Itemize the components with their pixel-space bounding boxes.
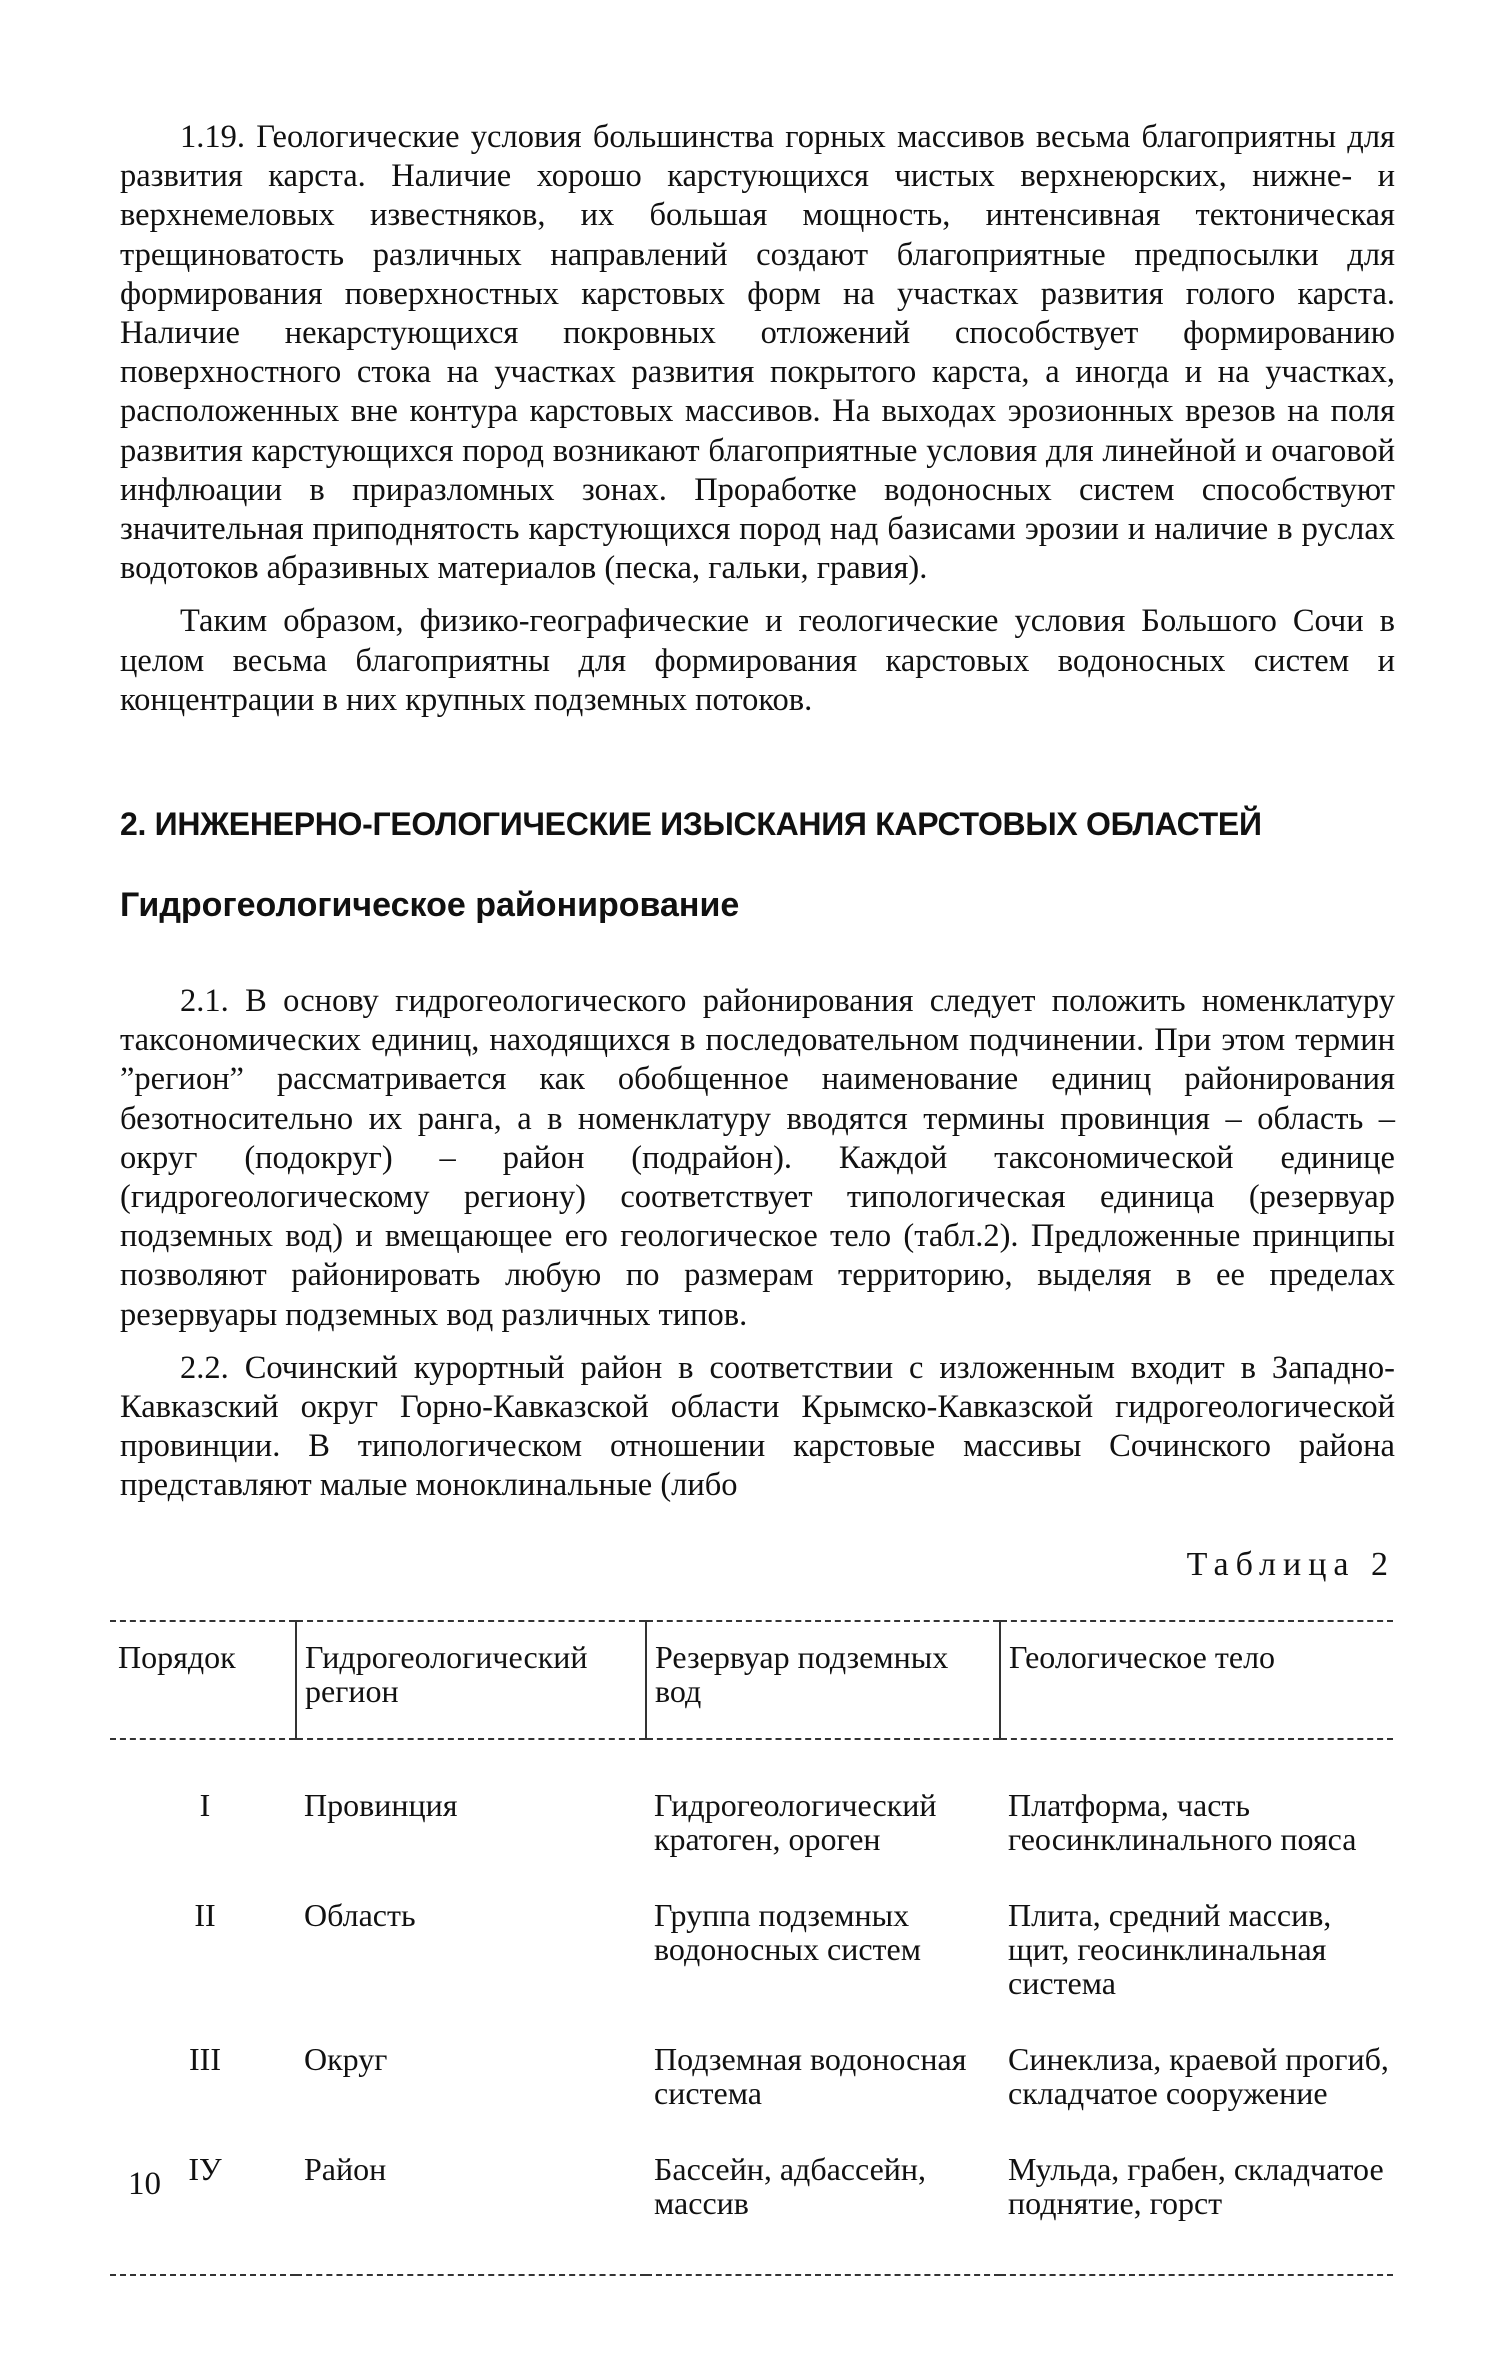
section-heading: 2. ИНЖЕНЕРНО-ГЕОЛОГИЧЕСКИЕ ИЗЫСКАНИЯ КАРСТОВЫХ ОБЛАСТЕЙ [120,806,1262,843]
cell-geo-body: Платформа, часть геосинклинального пояса [1008,1786,1357,1857]
paragraph-conclusion: Таким образом, физико-географические и геологические условия Большого Сочи в целом весьма благоприятны для формирования карстовых водоносных систем и концентрации в них крупных подземных потоков. [120,603,1395,718]
table-row [110,1739,1393,1856]
paragraph-2-1: 2.1. В основу гидрогеологического районирования следует положить номенклатуру таксономических единиц, находящихся в последовательном подчинении. При этом термин ”регион” рассматривается как обобщенное наименование единиц районирования безотносительно их ранга, а в номенклатуру вводятся термины провинция – область – округ (подокруг) – район (подрайон). Каждой таксономической единице (гидрогеологическому региону) соответствует типологическая единица (резервуар подземных вод) и вмещающее его геологическое тело (табл.2). Предложенные принципы позволяют районировать любую по размерам территорию, выделяя в ее пределах резервуары подземных вод различных типов. [120,983,1395,1333]
cell-geo-body: Плита, средний массив, щит, геосинклинальная система [1008,1896,1332,2001]
header-geo-body: Геологическое тело [1000,1621,1393,1739]
cell-region: Провинция [304,1786,458,1823]
cell-region: Округ [304,2040,388,2077]
cell-order: I [199,1786,211,1823]
table-row [110,2110,1393,2275]
cell-geo-body: Мульда, грабен, складчатое поднятие, горст [1000,2110,1393,2275]
cell-reservoir: Бассейн, адбассейн, массив [646,2110,1000,2275]
cell-order: II [194,1896,216,1933]
cell-reservoir: Подземная водоносная система [654,2040,967,2111]
table-row [110,2000,1393,2110]
cell-order: IУ [110,2110,296,2275]
cell-region: Район [296,2110,646,2275]
table-caption: Таблица 2 [1186,1545,1395,1583]
header-order: Порядок [110,1621,296,1739]
page-content [120,118,1395,2276]
paragraph-1-19: 1.19. Геологические условия большинства горных массивов весьма благоприятны для развития карста. Наличие хорошо карстующихся чистых верхнеюрских, нижне- и верхнемеловых известняков, их большая мощность, интенсивная тектоническая трещиноватость различных направлений создают благоприятные предпосылки для формирования поверхностных карстовых форм на участках развития голого карста. Наличие некарстующихся покровных отложений способствует формированию поверхностного стока на участках развития покрытого карста, а иногда и на участках, расположенных вне контура карстовых массивов. На выходах эрозионных врезов на поля развития карстующихся пород возникают благоприятные условия для линейной и очаговой инфлюации в приразломных зонах. Проработке водоносных систем способствуют значительная приподнятость карстующихся пород над базисами эрозии и наличие в руслах водотоков абразивных материалов (песка, гальки, гравия). [120,119,1395,587]
cell-geo-body: Синеклиза, краевой прогиб, складчатое сооружение [1008,2040,1389,2111]
table-header-row [110,1621,1393,1739]
cell-order: III [189,2040,221,2077]
subsection-heading: Гидрогеологическое районирование [120,886,740,925]
cell-region: Область [304,1896,416,1933]
table-row [110,1856,1393,2000]
cell-reservoir: Группа подземных водоносных систем [654,1896,921,1967]
header-region: Гидрогеологический регион [296,1621,646,1739]
cell-reservoir: Гидрогеологический кратоген, ороген [654,1786,937,1857]
page-number: 10 [128,2166,161,2202]
regions-table [110,1620,1393,2276]
header-reservoir: Резервуар подземных вод [646,1621,1000,1739]
paragraph-2-2: 2.2. Сочинский курортный район в соответствии с изложенным входит в Западно-Кавказский округ Горно-Кавказской области Крымско-Кавказской гидрогеологической провинции. В типологическом отношении карстовые массивы Сочинского района представляют малые моноклинальные (либо [120,1349,1395,1504]
